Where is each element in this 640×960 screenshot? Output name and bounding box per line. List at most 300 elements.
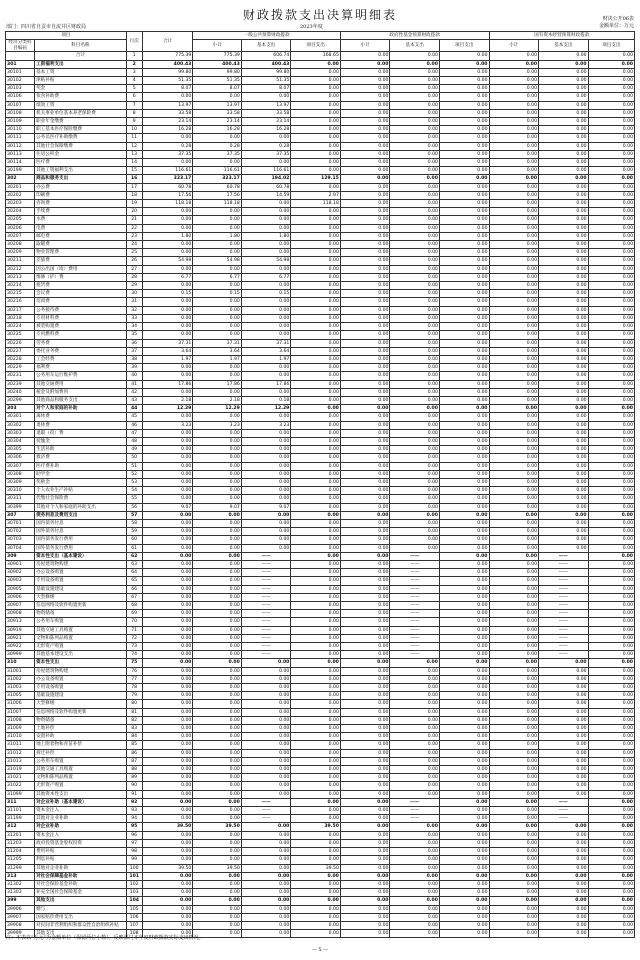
amount-cell: 0.00 (241, 298, 291, 306)
amount-cell: 0.00 (340, 716, 390, 724)
name-cell: 公务用车购置 (35, 757, 127, 765)
code-cell: 30101 (6, 68, 35, 76)
amount-cell: 0.00 (390, 839, 440, 847)
amount-cell: 0.00 (142, 528, 193, 536)
amount-cell: 0.00 (142, 265, 193, 273)
amount-cell: —— (539, 651, 589, 659)
line-cell: 28 (126, 273, 142, 281)
amount-cell: 0.00 (539, 298, 589, 306)
amount-cell: —— (390, 602, 440, 610)
amount-cell: 0.00 (539, 175, 589, 183)
amount-cell: 0.00 (588, 191, 634, 199)
code-cell: 30302 (6, 421, 35, 429)
amount-cell: 323.17 (142, 175, 193, 183)
code-cell: 30209 (6, 249, 35, 257)
amount-cell: 0.00 (439, 282, 489, 290)
amount-cell: 0.00 (588, 454, 634, 462)
unit-label: 金额单位：万元 (598, 23, 634, 29)
amount-cell: 0.00 (340, 298, 390, 306)
amount-cell: 0.00 (539, 364, 589, 372)
amount-cell: 0.00 (193, 905, 241, 913)
amount-cell: 0.00 (439, 831, 489, 839)
code-cell: 30108 (6, 109, 35, 117)
name-cell: 维修（护）费 (35, 273, 127, 281)
line-cell: 49 (126, 446, 142, 454)
amount-cell: 0.00 (340, 905, 390, 913)
table-row (6, 134, 635, 142)
amount-cell: 0.00 (390, 347, 440, 355)
amount-cell: 0.00 (489, 339, 539, 347)
amount-cell: 0.00 (489, 396, 539, 404)
amount-cell: 0.00 (340, 889, 390, 897)
expenditure-table (5, 31, 635, 938)
table-row (6, 511, 635, 519)
line-cell: 54 (126, 487, 142, 495)
page-number: — 5 — (311, 947, 329, 953)
line-cell: 58 (126, 519, 142, 527)
amount-cell: 0.00 (241, 224, 291, 232)
amount-cell: 0.00 (489, 413, 539, 421)
amount-cell: 0.00 (539, 487, 589, 495)
name-cell: 工资福利支出 (35, 60, 127, 68)
amount-cell: 0.00 (489, 306, 539, 314)
amount-cell: 0.00 (539, 355, 589, 363)
amount-cell: 0.00 (539, 52, 589, 60)
table-row (6, 101, 635, 109)
amount-cell: 0.00 (340, 77, 390, 85)
amount-cell: 0.00 (142, 634, 193, 642)
amount-cell: 9.07 (142, 503, 193, 511)
amount-cell: 0.00 (539, 191, 589, 199)
code-cell: 30304 (6, 437, 35, 445)
table-row (6, 880, 635, 888)
table-row (6, 487, 635, 495)
name-cell: 公务接待费 (35, 306, 127, 314)
code-cell: 30913 (6, 618, 35, 626)
amount-cell: 0.00 (291, 183, 341, 191)
code-cell: 30906 (6, 593, 35, 601)
amount-cell: 0.00 (588, 651, 634, 659)
amount-cell: 0.00 (291, 798, 341, 806)
amount-cell: 0.00 (489, 478, 539, 486)
code-cell: 30216 (6, 298, 35, 306)
amount-cell: 0.00 (588, 725, 634, 733)
amount-cell: 0.00 (193, 249, 241, 257)
name-cell: 安置补助 (35, 733, 127, 741)
name-cell: 因公出国（境）费用 (35, 265, 127, 273)
amount-cell: 0.00 (439, 741, 489, 749)
amount-cell: 0.00 (291, 323, 341, 331)
amount-cell: 0.00 (539, 429, 589, 437)
amount-cell: 0.00 (588, 60, 634, 68)
amount-cell: 39.50 (291, 864, 341, 872)
amount-cell: 0.00 (291, 478, 341, 486)
amount-cell: 0.00 (291, 257, 341, 265)
amount-cell: 0.00 (340, 675, 390, 683)
amount-cell: 0.00 (539, 897, 589, 905)
amount-cell: 0.00 (489, 191, 539, 199)
amount-cell: 0.00 (193, 675, 241, 683)
amount-cell: 0.00 (588, 569, 634, 577)
name-cell: 奖励金 (35, 478, 127, 486)
table-row (6, 85, 635, 93)
code-cell: 30109 (6, 118, 35, 126)
amount-cell: 0.00 (241, 766, 291, 774)
amount-cell: 0.00 (291, 314, 341, 322)
amount-cell: 0.00 (439, 798, 489, 806)
amount-cell: 0.00 (489, 159, 539, 167)
header-g2-subtotal: 小计 (340, 40, 390, 52)
amount-cell: 2.18 (193, 396, 241, 404)
code-cell: 310 (6, 659, 35, 667)
amount-cell: 0.00 (439, 782, 489, 790)
amount-cell: 0.00 (340, 372, 390, 380)
amount-cell: 0.00 (539, 741, 589, 749)
amount-cell: 1.80 (241, 232, 291, 240)
amount-cell: 0.00 (390, 183, 440, 191)
amount-cell: 0.00 (588, 905, 634, 913)
code-cell: 30240 (6, 388, 35, 396)
amount-cell: 0.00 (539, 889, 589, 897)
amount-cell: —— (539, 643, 589, 651)
name-cell: 赠与 (35, 905, 127, 913)
amount-cell: 0.00 (489, 323, 539, 331)
amount-cell: 0.00 (291, 421, 341, 429)
amount-cell: 0.00 (241, 462, 291, 470)
amount-cell: 0.00 (340, 864, 390, 872)
amount-cell: 0.00 (193, 372, 241, 380)
amount-cell: 0.00 (390, 109, 440, 117)
amount-cell: 0.00 (439, 290, 489, 298)
amount-cell: 0.00 (291, 839, 341, 847)
amount-cell: 0.00 (439, 560, 489, 568)
line-cell: 33 (126, 314, 142, 322)
table-row (6, 454, 635, 462)
table-row (6, 667, 635, 675)
code-cell: 31005 (6, 692, 35, 700)
amount-cell: 0.00 (291, 413, 341, 421)
amount-cell: 0.00 (241, 675, 291, 683)
amount-cell: 0.00 (142, 749, 193, 757)
line-cell: 6 (126, 93, 142, 101)
table-row (6, 495, 635, 503)
amount-cell: 0.00 (439, 692, 489, 700)
code-cell: 399 (6, 897, 35, 905)
amount-cell: 0.00 (340, 774, 390, 782)
amount-cell: 0.00 (539, 60, 589, 68)
line-cell: 3 (126, 68, 142, 76)
amount-cell: 0.00 (291, 725, 341, 733)
amount-cell: 0.00 (489, 921, 539, 929)
line-cell: 71 (126, 626, 142, 634)
amount-cell: 0.00 (390, 52, 440, 60)
amount-cell: 0.00 (588, 85, 634, 93)
amount-cell: 0.00 (439, 905, 489, 913)
amount-cell: 0.00 (340, 478, 390, 486)
amount-cell: 0.00 (340, 364, 390, 372)
amount-cell: —— (539, 593, 589, 601)
amount-cell: 0.00 (142, 577, 193, 585)
name-cell: 绩效工资 (35, 101, 127, 109)
amount-cell: 0.00 (539, 290, 589, 298)
amount-cell: 0.00 (539, 68, 589, 76)
amount-cell: 0.00 (340, 421, 390, 429)
amount-cell: 0.00 (588, 446, 634, 454)
amount-cell: 0.00 (588, 815, 634, 823)
amount-cell: 0.00 (489, 208, 539, 216)
amount-cell: 0.00 (340, 741, 390, 749)
table-row (6, 749, 635, 757)
name-cell: 土地补偿 (35, 725, 127, 733)
code-cell: 30107 (6, 101, 35, 109)
amount-cell: 0.00 (340, 815, 390, 823)
table-row (6, 93, 635, 101)
amount-cell: 0.28 (142, 142, 193, 150)
amount-cell: 0.00 (588, 634, 634, 642)
amount-cell: 0.00 (241, 659, 291, 667)
amount-cell: 0.00 (241, 511, 291, 519)
amount-cell: 0.00 (142, 216, 193, 224)
code-cell: 311 (6, 798, 35, 806)
amount-cell: 0.00 (539, 880, 589, 888)
amount-cell: 0.00 (291, 716, 341, 724)
amount-cell: 0.00 (390, 380, 440, 388)
amount-cell: 0.00 (142, 519, 193, 527)
amount-cell: 0.00 (142, 593, 193, 601)
amount-cell: 0.00 (439, 118, 489, 126)
amount-cell: 99.80 (142, 68, 193, 76)
amount-cell: 0.00 (439, 503, 489, 511)
amount-cell: 51.35 (142, 77, 193, 85)
amount-cell: 0.00 (539, 183, 589, 191)
amount-cell: 0.00 (390, 282, 440, 290)
name-cell: 房屋建筑物购建 (35, 667, 127, 675)
amount-cell: 0.00 (489, 749, 539, 757)
code-cell: 302 (6, 175, 35, 183)
amount-cell: 0.00 (588, 560, 634, 568)
amount-cell: 0.00 (588, 807, 634, 815)
line-cell: 13 (126, 150, 142, 158)
amount-cell: 0.00 (193, 265, 241, 273)
amount-cell: 0.00 (142, 462, 193, 470)
amount-cell: 0.00 (340, 593, 390, 601)
amount-cell: 0.00 (390, 191, 440, 199)
table-row (6, 634, 635, 642)
table-row (6, 249, 635, 257)
line-cell: 63 (126, 560, 142, 568)
amount-cell: 0.00 (193, 437, 241, 445)
amount-cell: 0.00 (390, 142, 440, 150)
amount-cell: 0.00 (588, 126, 634, 134)
table-row (6, 856, 635, 864)
table-row (6, 651, 635, 659)
name-cell: 其他对个人和家庭的补助支出 (35, 503, 127, 511)
line-cell: 7 (126, 101, 142, 109)
amount-cell: 0.00 (539, 380, 589, 388)
amount-cell: 0.00 (291, 437, 341, 445)
amount-cell: 0.00 (390, 413, 440, 421)
amount-cell: 0.00 (489, 470, 539, 478)
amount-cell: —— (241, 626, 291, 634)
header-g2-basic: 基本支出 (390, 40, 440, 52)
amount-cell: 0.00 (390, 200, 440, 208)
amount-cell: 0.00 (439, 774, 489, 782)
line-cell: 39 (126, 364, 142, 372)
table-row (6, 848, 635, 856)
table-row (6, 118, 635, 126)
amount-cell: 17.86 (142, 380, 193, 388)
line-cell: 38 (126, 355, 142, 363)
amount-cell: 0.00 (489, 101, 539, 109)
amount-cell: 0.00 (142, 306, 193, 314)
amount-cell: —— (241, 643, 291, 651)
amount-cell: 0.00 (489, 85, 539, 93)
amount-cell: 60.78 (193, 183, 241, 191)
name-cell: 津贴补贴 (35, 77, 127, 85)
amount-cell: 0.00 (439, 396, 489, 404)
code-cell: 30206 (6, 224, 35, 232)
name-cell: 合计 (35, 52, 127, 60)
amount-cell: 0.00 (291, 643, 341, 651)
amount-cell: 0.00 (439, 446, 489, 454)
name-cell: 劳务费 (35, 339, 127, 347)
amount-cell: 0.00 (193, 634, 241, 642)
name-cell: 物业管理费 (35, 249, 127, 257)
amount-cell: 0.00 (241, 544, 291, 552)
table-row (6, 610, 635, 618)
amount-cell: 0.00 (340, 692, 390, 700)
amount-cell: 0.00 (439, 823, 489, 831)
amount-cell: 0.00 (291, 208, 341, 216)
amount-cell: 0.00 (588, 667, 634, 675)
header-total: 合计 (142, 32, 193, 52)
amount-cell: 0.00 (193, 872, 241, 880)
amount-cell: 0.00 (193, 560, 241, 568)
amount-cell: 0.00 (439, 478, 489, 486)
code-cell: 30907 (6, 602, 35, 610)
amount-cell: 0.00 (588, 200, 634, 208)
name-cell: 地上附着物和青苗补偿 (35, 741, 127, 749)
line-cell: 101 (126, 872, 142, 880)
name-cell: 离休费 (35, 413, 127, 421)
amount-cell: 60.78 (142, 183, 193, 191)
amount-cell: 0.00 (539, 725, 589, 733)
amount-cell: 0.00 (489, 930, 539, 938)
code-cell: 30213 (6, 273, 35, 281)
name-cell: 对社会保障基金补助 (35, 872, 127, 880)
amount-cell: 0.00 (291, 380, 341, 388)
code-cell: 30201 (6, 183, 35, 191)
amount-cell: —— (241, 651, 291, 659)
amount-cell: 0.00 (588, 921, 634, 929)
amount-cell: 0.00 (489, 831, 539, 839)
name-cell: 其他对企业补助 (35, 815, 127, 823)
amount-cell: 0.00 (489, 880, 539, 888)
amount-cell: 116.61 (193, 167, 241, 175)
amount-cell: 0.00 (489, 175, 539, 183)
amount-cell: 0.00 (193, 749, 241, 757)
amount-cell: 0.00 (539, 126, 589, 134)
amount-cell: 0.00 (588, 478, 634, 486)
amount-cell: 0.00 (340, 68, 390, 76)
code-cell: 30205 (6, 216, 35, 224)
amount-cell: 37.31 (193, 339, 241, 347)
code-cell: 39908 (6, 921, 35, 929)
amount-cell: 0.00 (588, 249, 634, 257)
amount-cell: 0.00 (588, 503, 634, 511)
name-cell: 邮电费 (35, 232, 127, 240)
line-cell: 59 (126, 528, 142, 536)
amount-cell: 0.00 (340, 405, 390, 413)
amount-cell: —— (539, 560, 589, 568)
amount-cell: 0.00 (539, 265, 589, 273)
name-cell: 房屋建筑物购建 (35, 560, 127, 568)
amount-cell: 0.00 (588, 864, 634, 872)
line-cell: 64 (126, 569, 142, 577)
amount-cell: 0.00 (193, 602, 241, 610)
amount-cell: 0.00 (489, 298, 539, 306)
amount-cell: 0.00 (390, 101, 440, 109)
amount-cell: 0.00 (340, 290, 390, 298)
amount-cell: 0.00 (439, 577, 489, 585)
amount-cell: 0.00 (588, 602, 634, 610)
amount-cell: 0.00 (193, 880, 241, 888)
code-cell: 31199 (6, 815, 35, 823)
amount-cell: 0.00 (390, 684, 440, 692)
name-cell: 信息网络及软件购置更新 (35, 602, 127, 610)
amount-cell: 0.00 (291, 831, 341, 839)
header-name: 科目名称 (35, 40, 127, 52)
table-row (6, 323, 635, 331)
amount-cell: 0.00 (390, 692, 440, 700)
amount-cell: 37.31 (142, 339, 193, 347)
amount-cell: —— (390, 552, 440, 560)
table-row (6, 626, 635, 634)
amount-cell: 0.00 (539, 864, 589, 872)
amount-cell: 0.00 (588, 544, 634, 552)
line-cell: 73 (126, 643, 142, 651)
amount-cell: 0.00 (439, 191, 489, 199)
code-cell: 30113 (6, 150, 35, 158)
amount-cell: 0.00 (241, 364, 291, 372)
code-cell: 30208 (6, 241, 35, 249)
amount-cell: 0.00 (241, 314, 291, 322)
amount-cell: 0.00 (340, 437, 390, 445)
code-cell: 30908 (6, 610, 35, 618)
amount-cell: 0.00 (193, 364, 241, 372)
amount-cell: 0.00 (489, 651, 539, 659)
amount-cell: 0.00 (193, 766, 241, 774)
amount-cell: 0.00 (439, 429, 489, 437)
amount-cell: 0.00 (439, 593, 489, 601)
amount-cell: 0.00 (291, 126, 341, 134)
amount-cell: 23.14 (142, 118, 193, 126)
amount-cell: 0.00 (588, 749, 634, 757)
table-row (6, 257, 635, 265)
name-cell: 住房公积金 (35, 150, 127, 158)
amount-cell: 0.00 (539, 848, 589, 856)
amount-cell: 0.00 (588, 372, 634, 380)
line-cell: 108 (126, 930, 142, 938)
line-cell: 36 (126, 339, 142, 347)
line-cell: 95 (126, 823, 142, 831)
header-fund-budget: 政府性基金预算财政拨款 (340, 32, 489, 40)
amount-cell: 0.00 (539, 774, 589, 782)
amount-cell: 0.00 (588, 741, 634, 749)
amount-cell: 0.00 (439, 651, 489, 659)
amount-cell: 0.00 (291, 757, 341, 765)
amount-cell: 37.35 (241, 150, 291, 158)
